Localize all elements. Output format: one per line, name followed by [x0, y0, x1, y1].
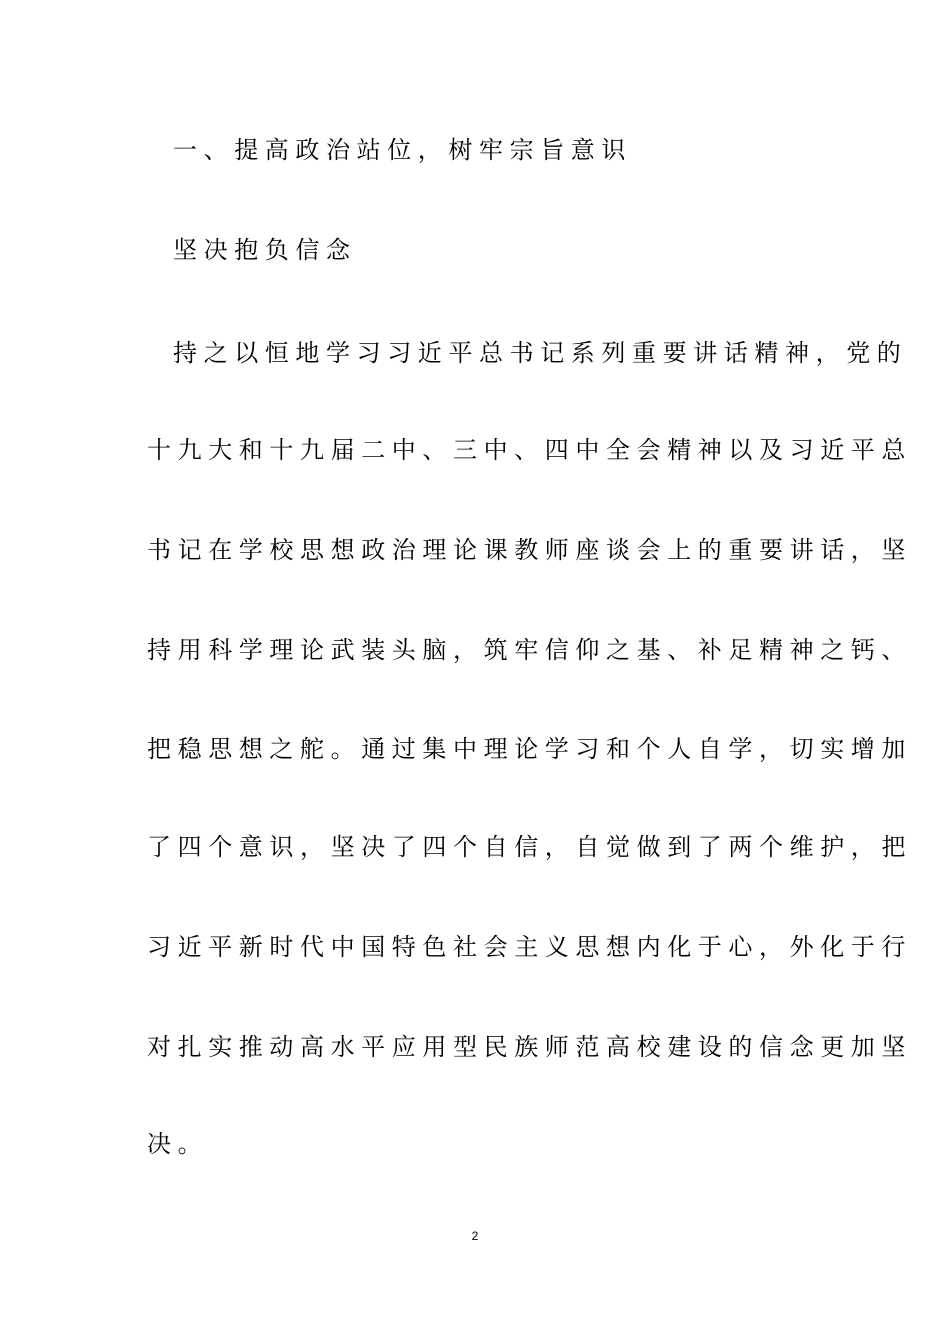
- paragraph-line: 书记在学校思想政治理论课教师座谈会上的重要讲话，坚: [147, 536, 912, 564]
- page-number: 2: [471, 1229, 479, 1243]
- paragraph-line: 把稳思想之舵。通过集中理论学习和个人自学，切实增加: [147, 735, 912, 763]
- paragraph-line: 持用科学理论武装头脑，筑牢信仰之基、补足精神之钙、: [147, 636, 912, 664]
- paragraph-line: 决。: [147, 1130, 209, 1158]
- paragraph-line: 习近平新时代中国特色社会主义思想内化于心，外化于行: [147, 933, 912, 961]
- paragraph-line: 对扎实推动高水平应用型民族师范高校建设的信念更加坚: [147, 1033, 912, 1061]
- paragraph-line: 持之以恒地学习习近平总书记系列重要讲话精神，党的: [173, 339, 908, 367]
- section-heading: 一、提高政治站位，树牢宗旨意识: [173, 136, 632, 164]
- paragraph-line: 十九大和十九届二中、三中、四中全会精神以及习近平总: [147, 436, 912, 464]
- section-subheading: 坚决抱负信念: [173, 236, 357, 264]
- paragraph-line: 了四个意识，坚决了四个自信，自觉做到了两个维护，把: [147, 833, 912, 861]
